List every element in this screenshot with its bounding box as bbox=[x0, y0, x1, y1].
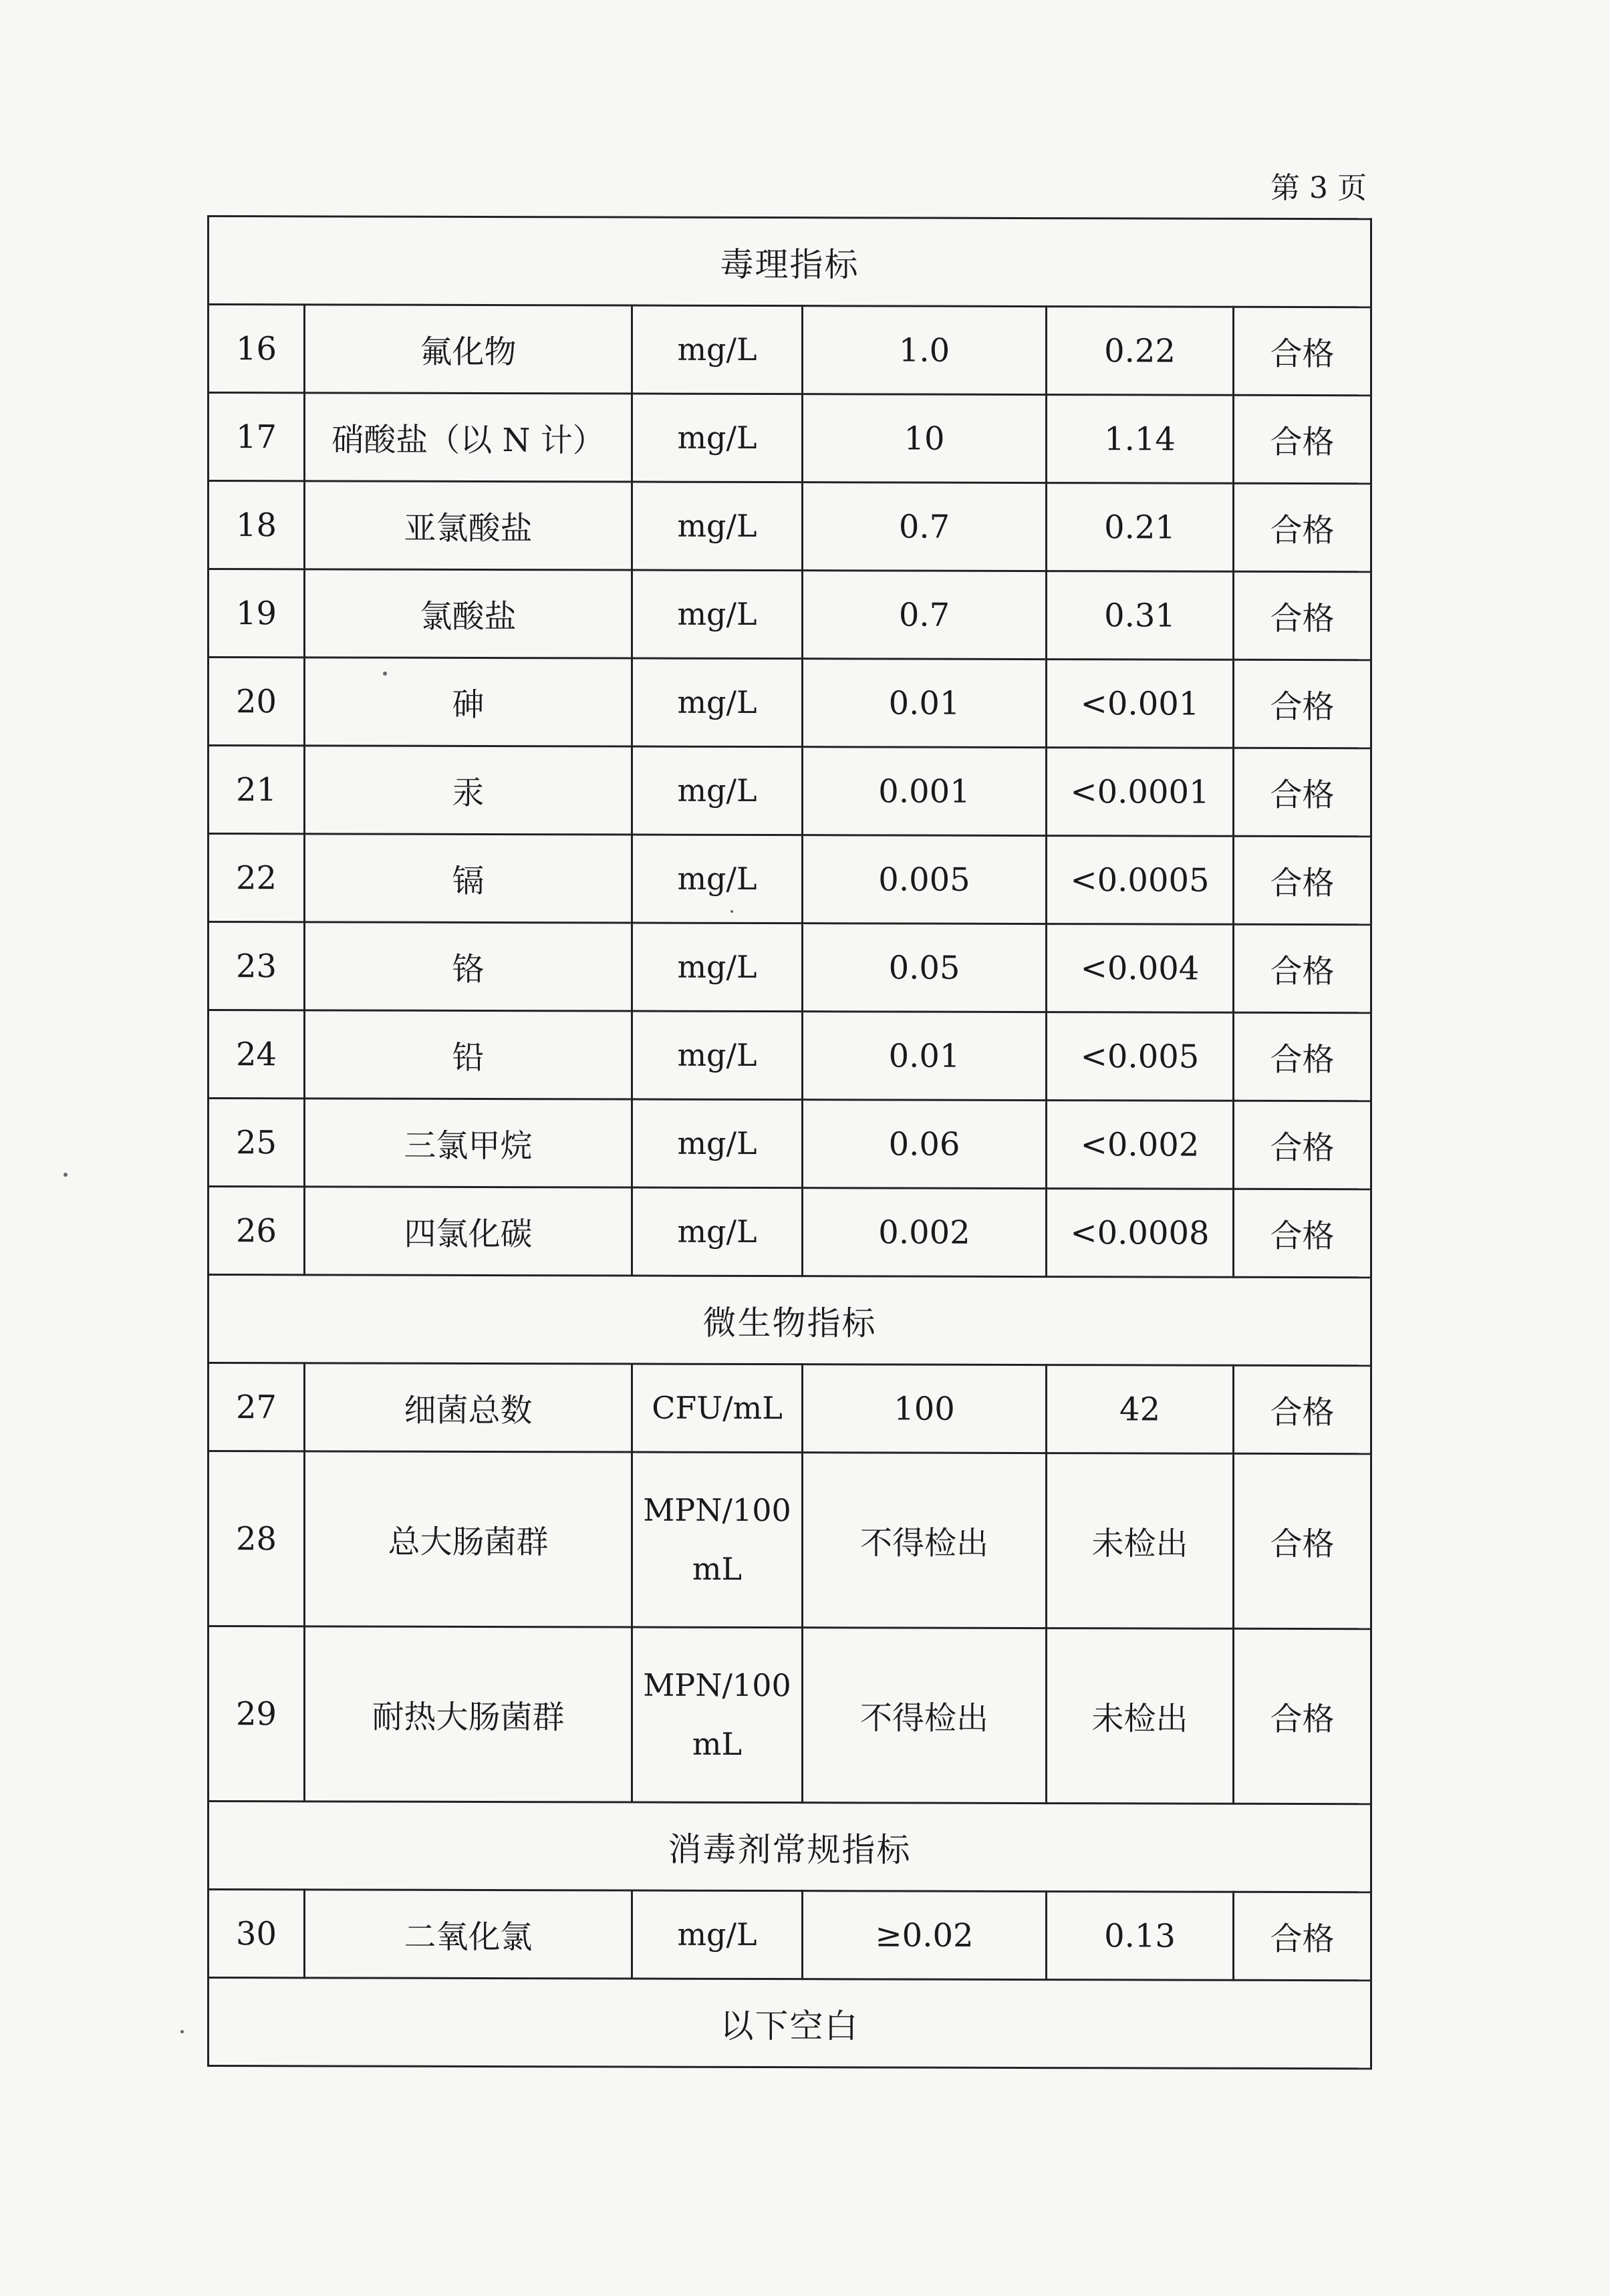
table-row bbox=[209, 834, 1371, 925]
row-number-cell: 21 bbox=[209, 746, 305, 834]
item-name-cell: 砷 bbox=[305, 658, 632, 746]
item-name-cell: 汞 bbox=[305, 746, 632, 835]
row-number-cell: 30 bbox=[209, 1890, 305, 1978]
item-name-cell: 三氯甲烷 bbox=[305, 1099, 632, 1187]
result-cell: <0.004 bbox=[1047, 924, 1234, 1013]
result-cell: <0.0005 bbox=[1047, 836, 1234, 925]
unit-cell: mg/L bbox=[632, 305, 803, 394]
item-name-cell: 二氧化氯 bbox=[305, 1890, 632, 1979]
row-number-cell: 25 bbox=[209, 1099, 305, 1187]
row-number-cell: 20 bbox=[209, 658, 305, 746]
result-cell: 未检出 bbox=[1047, 1453, 1234, 1629]
scan-speck bbox=[63, 1173, 68, 1177]
row-number-cell: 24 bbox=[209, 1010, 305, 1099]
page-number: 第 3 页 bbox=[1270, 171, 1367, 205]
limit-cell: 不得检出 bbox=[803, 1628, 1047, 1804]
limit-cell: 0.05 bbox=[803, 923, 1047, 1012]
verdict-cell: 合格 bbox=[1234, 483, 1371, 572]
scan-speck bbox=[180, 2030, 184, 2033]
result-cell: <0.0008 bbox=[1047, 1189, 1234, 1278]
unit-cell: CFU/mL bbox=[632, 1364, 803, 1453]
unit-cell: MPN/100 mL bbox=[632, 1452, 803, 1628]
scan-speck bbox=[730, 910, 733, 913]
footer-row bbox=[209, 1978, 1371, 2069]
unit-cell: MPN/100 mL bbox=[632, 1627, 803, 1803]
row-number-cell: 26 bbox=[209, 1187, 305, 1275]
item-name-cell: 氟化物 bbox=[305, 305, 632, 394]
verdict-cell: 合格 bbox=[1234, 660, 1371, 748]
table-row bbox=[209, 1451, 1371, 1629]
verdict-cell: 合格 bbox=[1234, 1628, 1371, 1804]
row-number-cell: 28 bbox=[209, 1451, 305, 1626]
table-row bbox=[209, 1626, 1371, 1804]
row-number-cell: 19 bbox=[209, 569, 305, 658]
verdict-cell: 合格 bbox=[1234, 836, 1371, 925]
verdict-cell: 合格 bbox=[1234, 1453, 1371, 1629]
item-name-cell: 铅 bbox=[305, 1010, 632, 1099]
table-row bbox=[209, 569, 1371, 660]
item-name-cell: 镉 bbox=[305, 834, 632, 923]
table-row bbox=[209, 922, 1371, 1013]
verdict-cell: 合格 bbox=[1234, 1101, 1371, 1189]
verdict-cell: 合格 bbox=[1234, 1365, 1371, 1454]
unit-cell: mg/L bbox=[632, 482, 803, 571]
unit-cell: mg/L bbox=[632, 923, 803, 1012]
unit-cell: mg/L bbox=[632, 1890, 803, 1979]
section-header-row bbox=[209, 217, 1371, 307]
item-name-cell: 氯酸盐 bbox=[305, 569, 632, 658]
row-number-cell: 29 bbox=[209, 1626, 305, 1802]
unit-cell: mg/L bbox=[632, 570, 803, 659]
limit-cell: 0.001 bbox=[803, 747, 1047, 836]
unit-cell: mg/L bbox=[632, 746, 803, 835]
result-cell: 0.31 bbox=[1047, 571, 1234, 660]
result-cell: <0.002 bbox=[1047, 1101, 1234, 1189]
limit-cell: ≥0.02 bbox=[803, 1891, 1047, 1980]
table-row bbox=[209, 1363, 1371, 1454]
limit-cell: 0.005 bbox=[803, 835, 1047, 924]
verdict-cell: 合格 bbox=[1234, 924, 1371, 1013]
table-row bbox=[209, 481, 1371, 572]
item-name-cell: 耐热大肠菌群 bbox=[305, 1626, 632, 1802]
limit-cell: 0.01 bbox=[803, 1012, 1047, 1101]
row-number-cell: 22 bbox=[209, 834, 305, 922]
section-header-row bbox=[209, 1275, 1371, 1366]
result-cell: 0.13 bbox=[1047, 1892, 1234, 1981]
blank-below-note: 以下空白 bbox=[209, 1978, 1371, 2069]
result-cell: 0.21 bbox=[1047, 483, 1234, 572]
unit-cell: mg/L bbox=[632, 658, 803, 747]
limit-cell: 0.7 bbox=[803, 482, 1047, 571]
verdict-cell: 合格 bbox=[1234, 1189, 1371, 1278]
section-title: 消毒剂常规指标 bbox=[209, 1802, 1371, 1892]
result-cell: 42 bbox=[1047, 1365, 1234, 1454]
item-name-cell: 亚氯酸盐 bbox=[305, 481, 632, 570]
limit-cell: 0.01 bbox=[803, 659, 1047, 748]
section-title: 微生物指标 bbox=[209, 1275, 1371, 1366]
result-cell: 1.14 bbox=[1047, 395, 1234, 484]
limit-cell: 不得检出 bbox=[803, 1453, 1047, 1628]
result-cell: <0.0001 bbox=[1047, 748, 1234, 837]
unit-cell: mg/L bbox=[632, 1187, 803, 1276]
limit-cell: 1.0 bbox=[803, 306, 1047, 395]
verdict-cell: 合格 bbox=[1234, 395, 1371, 484]
limit-cell: 0.06 bbox=[803, 1100, 1047, 1189]
table-row bbox=[209, 746, 1371, 837]
section-header-row bbox=[209, 1802, 1371, 1892]
table-row bbox=[209, 305, 1371, 396]
limit-cell: 100 bbox=[803, 1365, 1047, 1453]
result-cell: 未检出 bbox=[1047, 1628, 1234, 1804]
table-row bbox=[209, 1890, 1371, 1981]
verdict-cell: 合格 bbox=[1234, 571, 1371, 660]
verdict-cell: 合格 bbox=[1234, 1892, 1371, 1981]
result-cell: 0.22 bbox=[1047, 307, 1234, 396]
verdict-cell: 合格 bbox=[1234, 307, 1371, 396]
limit-cell: 10 bbox=[803, 394, 1047, 483]
verdict-cell: 合格 bbox=[1234, 1012, 1371, 1101]
limit-cell: 0.002 bbox=[803, 1188, 1047, 1277]
table-row bbox=[209, 1187, 1371, 1278]
item-name-cell: 总大肠菌群 bbox=[305, 1451, 632, 1627]
table-row bbox=[209, 1010, 1371, 1101]
row-number-cell: 16 bbox=[209, 305, 305, 393]
table-row bbox=[209, 393, 1371, 484]
results-table bbox=[207, 215, 1372, 2069]
limit-cell: 0.7 bbox=[803, 571, 1047, 660]
unit-cell: mg/L bbox=[632, 1099, 803, 1188]
row-number-cell: 18 bbox=[209, 481, 305, 569]
verdict-cell: 合格 bbox=[1234, 748, 1371, 837]
row-number-cell: 17 bbox=[209, 393, 305, 481]
row-number-cell: 23 bbox=[209, 922, 305, 1010]
table-row bbox=[209, 1099, 1371, 1189]
unit-cell: mg/L bbox=[632, 1011, 803, 1100]
unit-cell: mg/L bbox=[632, 835, 803, 923]
result-cell: <0.001 bbox=[1047, 660, 1234, 748]
row-number-cell: 27 bbox=[209, 1363, 305, 1451]
table-row bbox=[209, 658, 1371, 748]
item-name-cell: 硝酸盐（以 N 计） bbox=[305, 393, 632, 482]
result-cell: <0.005 bbox=[1047, 1012, 1234, 1101]
item-name-cell: 四氯化碳 bbox=[305, 1187, 632, 1276]
section-title: 毒理指标 bbox=[209, 217, 1371, 307]
scan-speck bbox=[383, 672, 387, 676]
unit-cell: mg/L bbox=[632, 394, 803, 482]
item-name-cell: 铬 bbox=[305, 922, 632, 1011]
item-name-cell: 细菌总数 bbox=[305, 1363, 632, 1452]
